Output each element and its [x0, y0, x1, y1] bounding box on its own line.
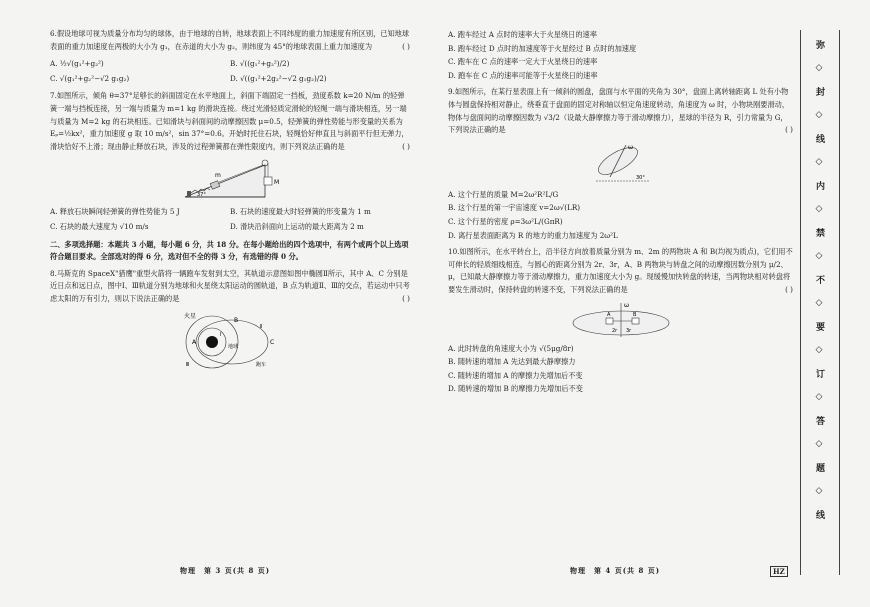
- orbit-figure: [170, 308, 290, 370]
- label-orbit-1: Ⅰ: [220, 331, 222, 338]
- label-A: A: [192, 338, 197, 346]
- label-omega: ω: [623, 301, 629, 309]
- question-7-stem: 7.如图所示，倾角 θ=37°足够长的斜面固定在水平地面上，斜面下端固定一挡板，劲度系数 k=20 N/m 的轻弹簧一端与挡板连接，另一端与质量为 m=1 kg 的滑块连接。绕过光滑轻质定滑轮的轻绳一端与滑块相连，另一端与质量为 M=2 kg 的石块相连。已知滑块与斜面间的动摩擦因数 μ=0.5，轻弹簧的弹性势能与形变量的关系为 Eₚ=½kx²，重力加速度 g 取 10 m/s²，sin 37°=0.6。开始时托住石块，轻绳恰好伸直且与斜面平行但无弹力，滑块恰好不上滑；现由静止释放石块，涉及的过程弹簧都在弹性限度内，则下列说法正确的是: [50, 91, 409, 151]
- section-2-heading: 二、多项选择题：本题共 3 小题，每小题 6 分，共 18 分。在每小题给出的四个选项中，有两个或两个以上选项符合题目要求。全部选对的得 6 分，选对但不全的得 3 分，有选错的得 0 分。: [50, 239, 409, 262]
- right-footer: 物理 第 4 页(共 8 页): [570, 566, 661, 575]
- question-7: [50, 90, 410, 234]
- answer-paren: ( ): [785, 125, 793, 135]
- option-d: D. 跑车在 C 点的速率可能等于火星绕日的速率: [448, 70, 598, 80]
- option-a: A. ½√(g₁²+g₂²): [50, 59, 104, 69]
- answer-paren: ( ): [402, 41, 410, 51]
- label-orbit-3: Ⅲ: [186, 361, 190, 368]
- question-10-stem: 10.如图所示，在水平转台上，沿半径方向放着质量分别为 m、2m 的两物块 A 和 B(均视为质点)，它们用不可伸长的轻质细线相连，与圆心的距离分别为 2r、3r，A、B 两物块与转盘之间的动摩擦因数分别为 μ/2、μ，已知最大静摩擦力等于滑动摩擦力，重力加速度大小为 g。现缓慢加快转盘的转速，当两物块相对转盘将要发生滑动时，保持转盘的转速不变，下列说法正确的是: [448, 247, 793, 294]
- subject-tag: HZ: [770, 566, 788, 577]
- turntable-figure: [566, 299, 676, 341]
- question-8: [50, 268, 410, 370]
- tilted-disk-figure: [586, 139, 656, 187]
- answer-paren: ( ): [402, 293, 410, 303]
- option-b: B. √((g₁²+g₂²)/2): [230, 59, 290, 69]
- label-omega: ω: [627, 143, 633, 151]
- label-B: B: [234, 316, 239, 324]
- option-c: C. √(g₁²+g₂²−√2 g₁g₂): [50, 73, 130, 83]
- question-10: [448, 246, 793, 396]
- answer-paren: ( ): [402, 141, 410, 151]
- option-c: C. 石块的最大速度为 √10 m/s: [50, 221, 149, 231]
- label-earth: 地球: [228, 343, 239, 350]
- label-angle: 30°: [635, 174, 645, 181]
- question-8-options: [448, 29, 793, 82]
- label-M: M: [274, 179, 280, 187]
- option-c: C. 这个行星的密度 ρ=3ω²L/(GπR): [448, 216, 563, 226]
- label-m: m: [215, 172, 221, 180]
- option-b: B. 这个行星的第一宇宙速度 v=2ω√(LR): [448, 203, 581, 213]
- label-angle: 37°: [197, 192, 206, 199]
- question-9-stem: 9.如图所示，在某行星表面上有一倾斜的圆盘，盘面与水平面的夹角为 30°，盘面上离转轴距离 L 处有小物体与圆盘保持相对静止，绕垂直于盘面的固定对称轴以恒定角速度转动，角速度为 ω 时，小物块刚要滑动，物体与盘面间的动摩擦因数为 √3/2（设最大静摩擦力等于滑动摩擦力），星球的半径为 R，引力常量为 G，下列说法正确的是: [448, 87, 790, 135]
- option-d: D. √((g₁²+2g₂²−√2 g₁g₂)/2): [230, 73, 327, 83]
- label-C: C: [270, 338, 275, 346]
- label-car: 跑车: [256, 361, 267, 368]
- label-3r: 3r: [625, 327, 631, 334]
- label-2r: 2r: [611, 327, 617, 334]
- label-orbit-2: Ⅱ: [260, 323, 263, 330]
- option-a: A. 此时转盘的角速度大小为 √(5μg/8r): [448, 343, 574, 353]
- option-c: C. 随转速的增加 A 的摩擦力先增加后不变: [448, 370, 583, 380]
- question-8-stem: 8.马斯克的 SpaceX"猎鹰"重型火箭将一辆跑车发射到太空，其轨道示意图如图中椭圆Ⅱ所示，其中 A、C 分别是近日点和远日点，图中Ⅰ、Ⅲ轨道分别为地球和火星绕太阳运动的圆轨道，B 点为轨道Ⅱ、Ⅲ的交点，若运动中只考虑太阳的万有引力，则以下说法正确的是: [50, 268, 410, 303]
- option-b: B. 跑车经过 D 点时的加速度等于火星经过 B 点时的加速度: [448, 43, 637, 53]
- left-footer: 物理 第 3 页(共 8 页): [180, 566, 271, 575]
- answer-paren: ( ): [785, 284, 793, 294]
- right-page: [448, 28, 793, 400]
- label-A: A: [606, 311, 610, 318]
- question-6: [50, 28, 410, 86]
- option-d: D. 滑块沿斜面向上运动的最大距离为 2 m: [230, 221, 364, 231]
- option-b: B. 随转速的增加 A 先达到最大静摩擦力: [448, 357, 576, 367]
- question-6-stem: 6.假设地球可视为质量分布均匀的球体，由于地球的自转，地球表面上不同纬度的重力加速度有所区别，已知地球表面的重力加速度在两极的大小为 g₁，在赤道的大小为 g₂，则纬度为 45°的地球表面上重力加速度为: [50, 29, 410, 51]
- left-page: [50, 28, 410, 374]
- option-a: A. 释放石块瞬间轻弹簧的弹性势能为 5 J: [50, 207, 180, 217]
- label-mars: 火星: [184, 312, 197, 320]
- option-a: A. 跑车经过 A 点时的速率大于火星绕日的速率: [448, 30, 597, 39]
- option-c: C. 跑车在 C 点的速率一定大于火星绕日的速率: [448, 57, 598, 67]
- option-d: D. 随转速的增加 B 的摩擦力先增加后不变: [448, 384, 583, 394]
- seal-line-text: 弥◇封◇线◇内◇禁◇不◇要◇订◇答◇题◇线: [814, 40, 824, 533]
- label-B: B: [632, 311, 636, 318]
- option-d: D. 离行星表面距离为 R 的地方的重力加速度为 2ω²L: [448, 230, 618, 240]
- incline-figure: [175, 155, 285, 203]
- option-a: A. 这个行星的质量 M=2ω²R²L/G: [448, 189, 559, 199]
- option-b: B. 石块的速度最大时轻弹簧的形变量为 1 m: [230, 207, 371, 217]
- question-9: [448, 86, 793, 242]
